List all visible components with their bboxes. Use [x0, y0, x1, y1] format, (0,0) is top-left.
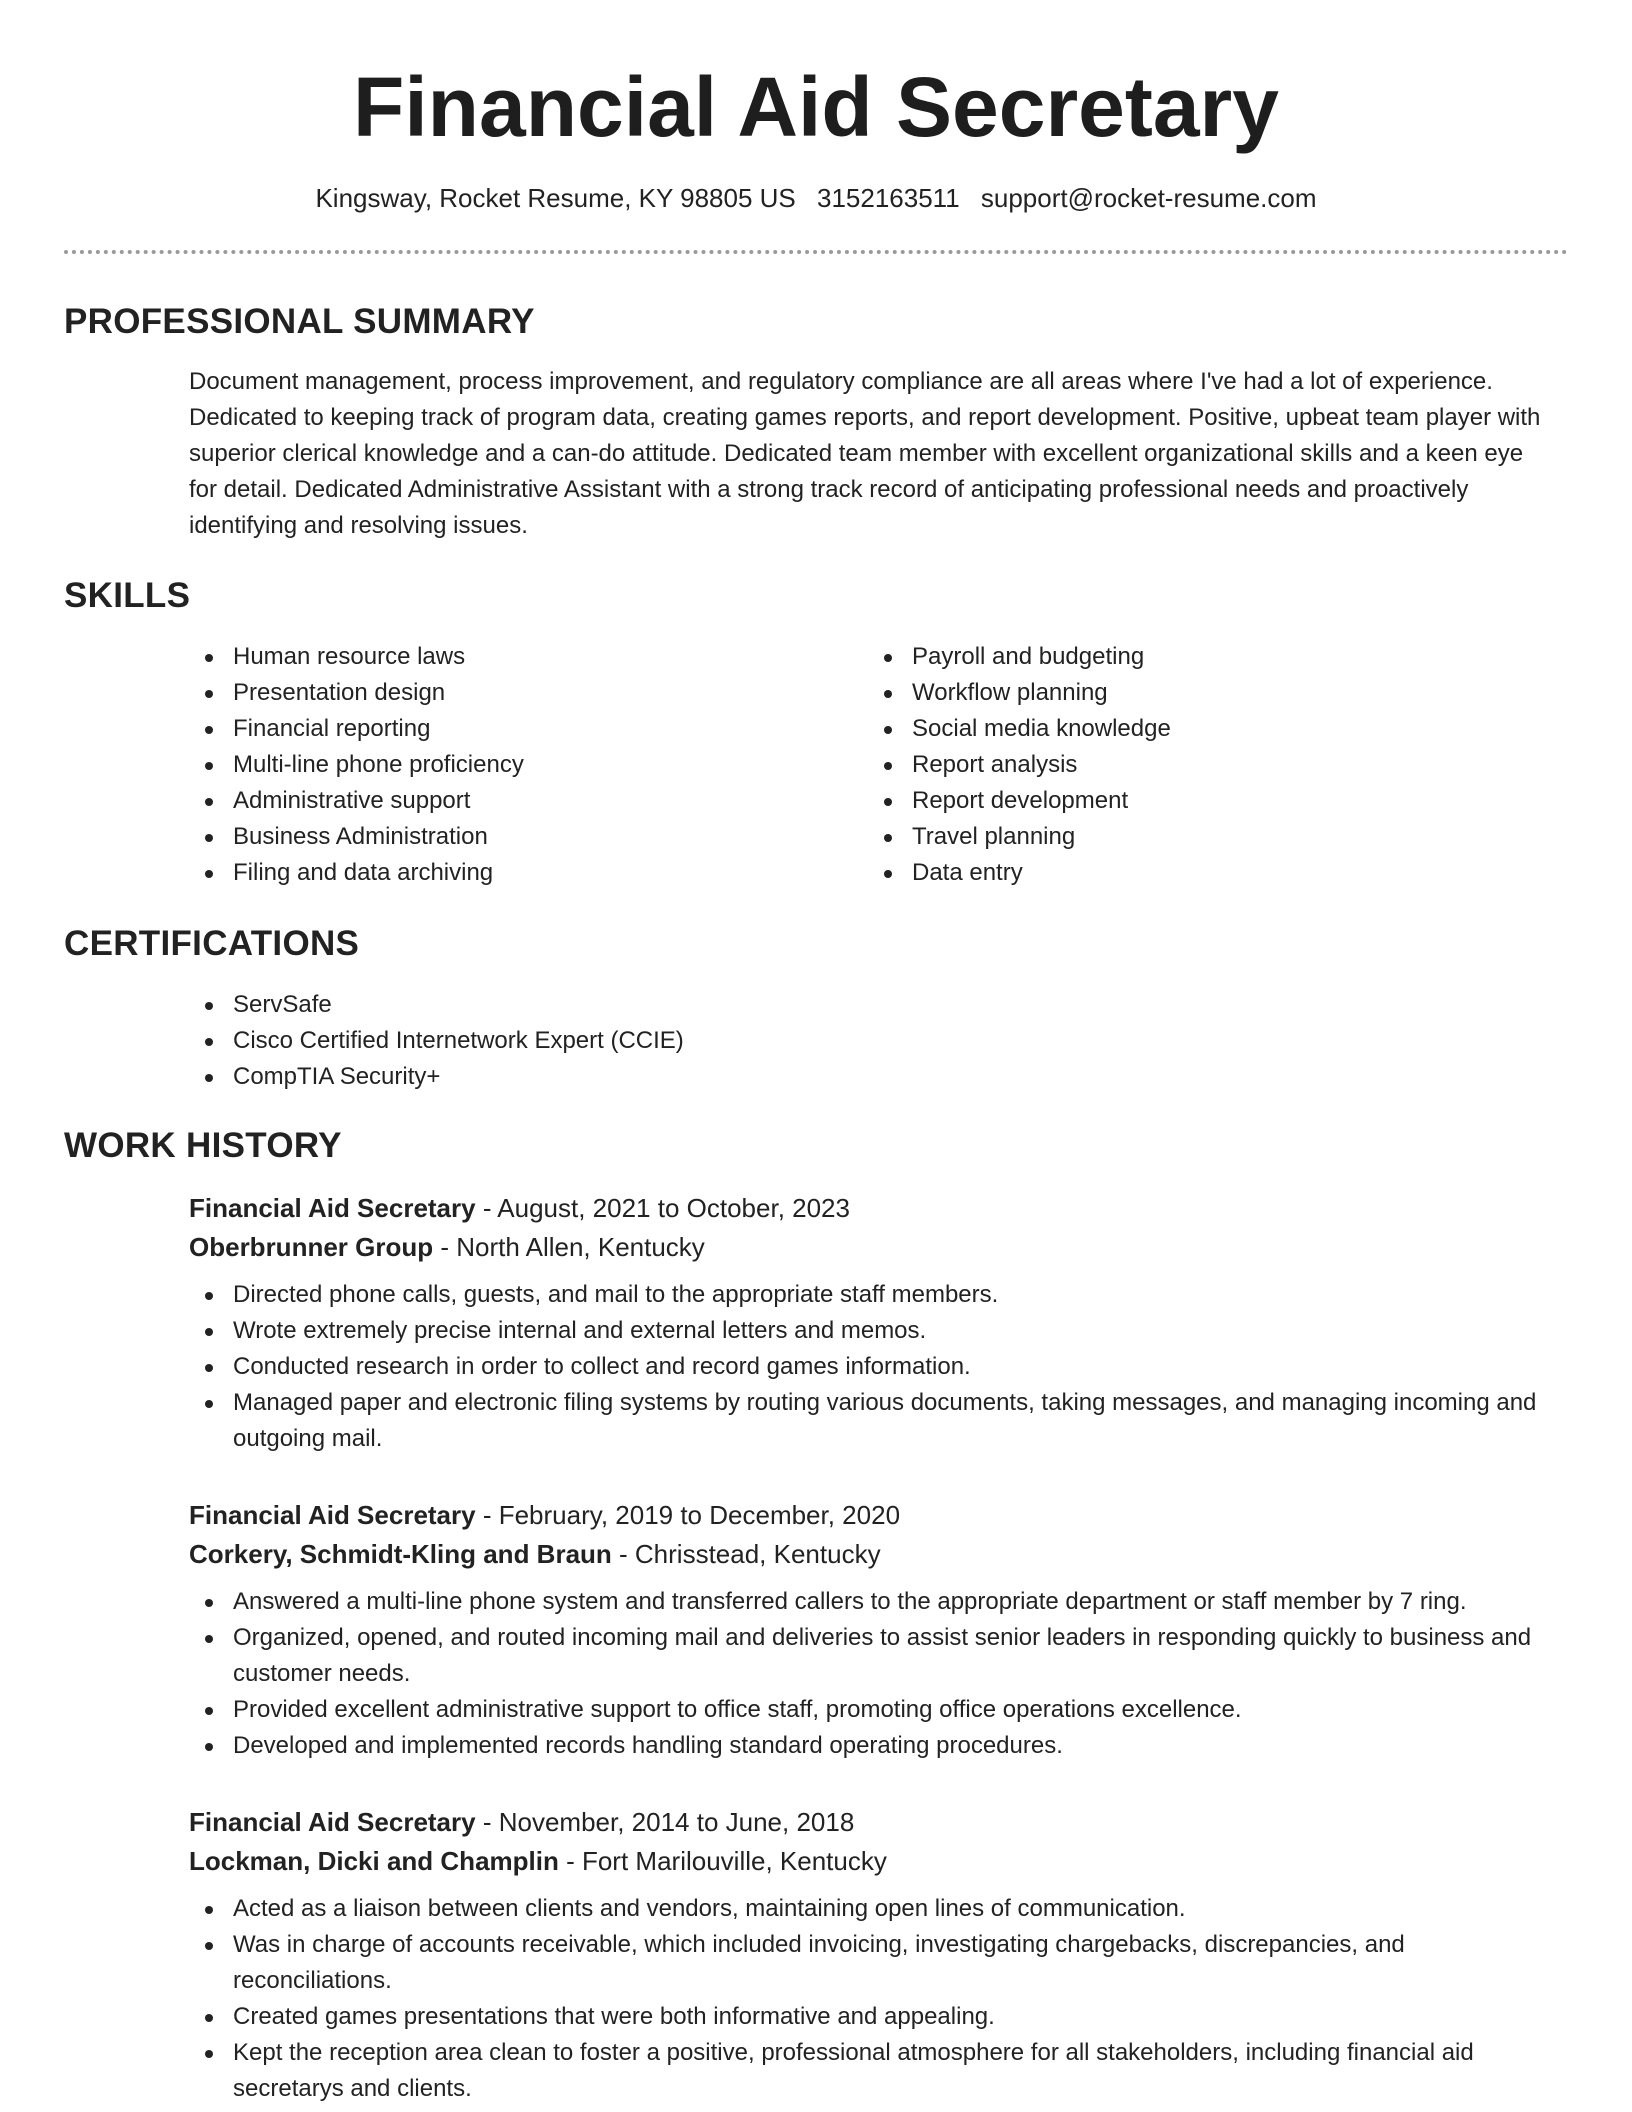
job-company: Lockman, Dicki and Champlin — [189, 1846, 559, 1876]
job-duties-list — [189, 1584, 1569, 1764]
job-duty: Conducted research in order to collect and record games information. — [189, 1349, 1569, 1385]
summary-heading: PROFESSIONAL SUMMARY — [64, 302, 535, 341]
job-location: - North Allen, Kentucky — [433, 1232, 705, 1262]
job-location: - Fort Marilouville, Kentucky — [558, 1846, 887, 1876]
skill-item: Workflow planning — [868, 675, 1171, 711]
job-dates: - November, 2014 to June, 2018 — [475, 1807, 855, 1837]
job-entry — [189, 1803, 1569, 2107]
job-company: Corkery, Schmidt-Kling and Braun — [189, 1539, 612, 1569]
job-duty: Was in charge of accounts receivable, which included invoicing, investigating chargebacks, discrepancies, and reconciliations. — [189, 1927, 1569, 1999]
summary-text: Document management, process improvement, and regulatory compliance are all areas where I've had a lot of experience. Dedicated to keeping track of program data, creating games reports, and report development. Positive, upbeat team player with superior clerical knowledge and a can-do attitude. Dedicated team member with excellent organizational skills and a keen eye for detail. Dedicated Administrative Assistant with a strong track record of anticipating professional needs and proactively identifying and resolving issues. — [189, 368, 1541, 539]
job-company-line — [189, 1535, 1569, 1574]
skill-item: Administrative support — [189, 783, 524, 819]
skill-item: Report analysis — [868, 747, 1171, 783]
skill-item: Multi-line phone proficiency — [189, 747, 524, 783]
job-duties-list — [189, 1891, 1569, 2107]
job-duty: Provided excellent administrative support to office staff, promoting office operations excellence. — [189, 1692, 1569, 1728]
job-duty: Wrote extremely precise internal and external letters and memos. — [189, 1313, 1569, 1349]
job-location: - Chrisstead, Kentucky — [611, 1539, 881, 1569]
header-divider — [64, 250, 1568, 254]
job-company-line — [189, 1842, 1569, 1881]
skill-item: Travel planning — [868, 819, 1171, 855]
skill-item: Report development — [868, 783, 1171, 819]
skills-list-left — [189, 639, 524, 891]
skills-heading: SKILLS — [64, 576, 191, 615]
contact-address: Kingsway, Rocket Resume, KY 98805 US — [315, 183, 796, 213]
certification-item: ServSafe — [189, 987, 684, 1023]
certification-item: Cisco Certified Internetwork Expert (CCIE) — [189, 1023, 684, 1059]
certification-item: CompTIA Security+ — [189, 1059, 684, 1095]
job-duty: Developed and implemented records handling standard operating procedures. — [189, 1728, 1569, 1764]
job-title-line — [189, 1189, 1569, 1228]
job-duty: Managed paper and electronic filing systems by routing various documents, taking messages, and managing incoming and outgoing mail. — [189, 1385, 1569, 1457]
skill-item: Filing and data archiving — [189, 855, 524, 891]
skill-item: Payroll and budgeting — [868, 639, 1171, 675]
job-duty: Directed phone calls, guests, and mail to the appropriate staff members. — [189, 1277, 1569, 1313]
job-company: Oberbrunner Group — [189, 1232, 434, 1262]
job-title-line — [189, 1803, 1569, 1842]
job-duty: Organized, opened, and routed incoming mail and deliveries to assist senior leaders in responding quickly to business and customer needs. — [189, 1620, 1569, 1692]
skill-item: Presentation design — [189, 675, 524, 711]
certifications-list — [189, 987, 684, 1095]
job-title: Financial Aid Secretary — [189, 1500, 476, 1530]
job-title: Financial Aid Secretary — [189, 1807, 476, 1837]
job-duty: Created games presentations that were both informative and appealing. — [189, 1999, 1569, 2035]
resume-name: Financial Aid Secretary — [353, 60, 1279, 154]
job-duty: Acted as a liaison between clients and vendors, maintaining open lines of communication. — [189, 1891, 1569, 1927]
job-company-line — [189, 1228, 1569, 1267]
skill-item: Business Administration — [189, 819, 524, 855]
job-title: Financial Aid Secretary — [189, 1193, 476, 1223]
contact-info — [0, 180, 1632, 216]
job-duties-list — [189, 1277, 1569, 1457]
job-title-line — [189, 1496, 1569, 1535]
skill-item: Social media knowledge — [868, 711, 1171, 747]
contact-email: support@rocket-resume.com — [980, 183, 1317, 213]
job-duty: Answered a multi-line phone system and transferred callers to the appropriate department or staff member by 7 ring. — [189, 1584, 1569, 1620]
job-duty: Kept the reception area clean to foster a positive, professional atmosphere for all stakeholders, including financial aid secretarys and clients. — [189, 2035, 1569, 2107]
job-entry — [189, 1189, 1569, 1457]
skills-list-right — [868, 639, 1171, 891]
skill-item: Human resource laws — [189, 639, 524, 675]
work-history-heading: WORK HISTORY — [64, 1126, 342, 1165]
job-dates: - February, 2019 to December, 2020 — [475, 1500, 901, 1530]
skill-item: Data entry — [868, 855, 1171, 891]
skill-item: Financial reporting — [189, 711, 524, 747]
certifications-heading: CERTIFICATIONS — [64, 924, 360, 963]
job-dates: - August, 2021 to October, 2023 — [475, 1193, 850, 1223]
contact-phone: 3152163511 — [816, 183, 960, 213]
job-entry — [189, 1496, 1569, 1764]
